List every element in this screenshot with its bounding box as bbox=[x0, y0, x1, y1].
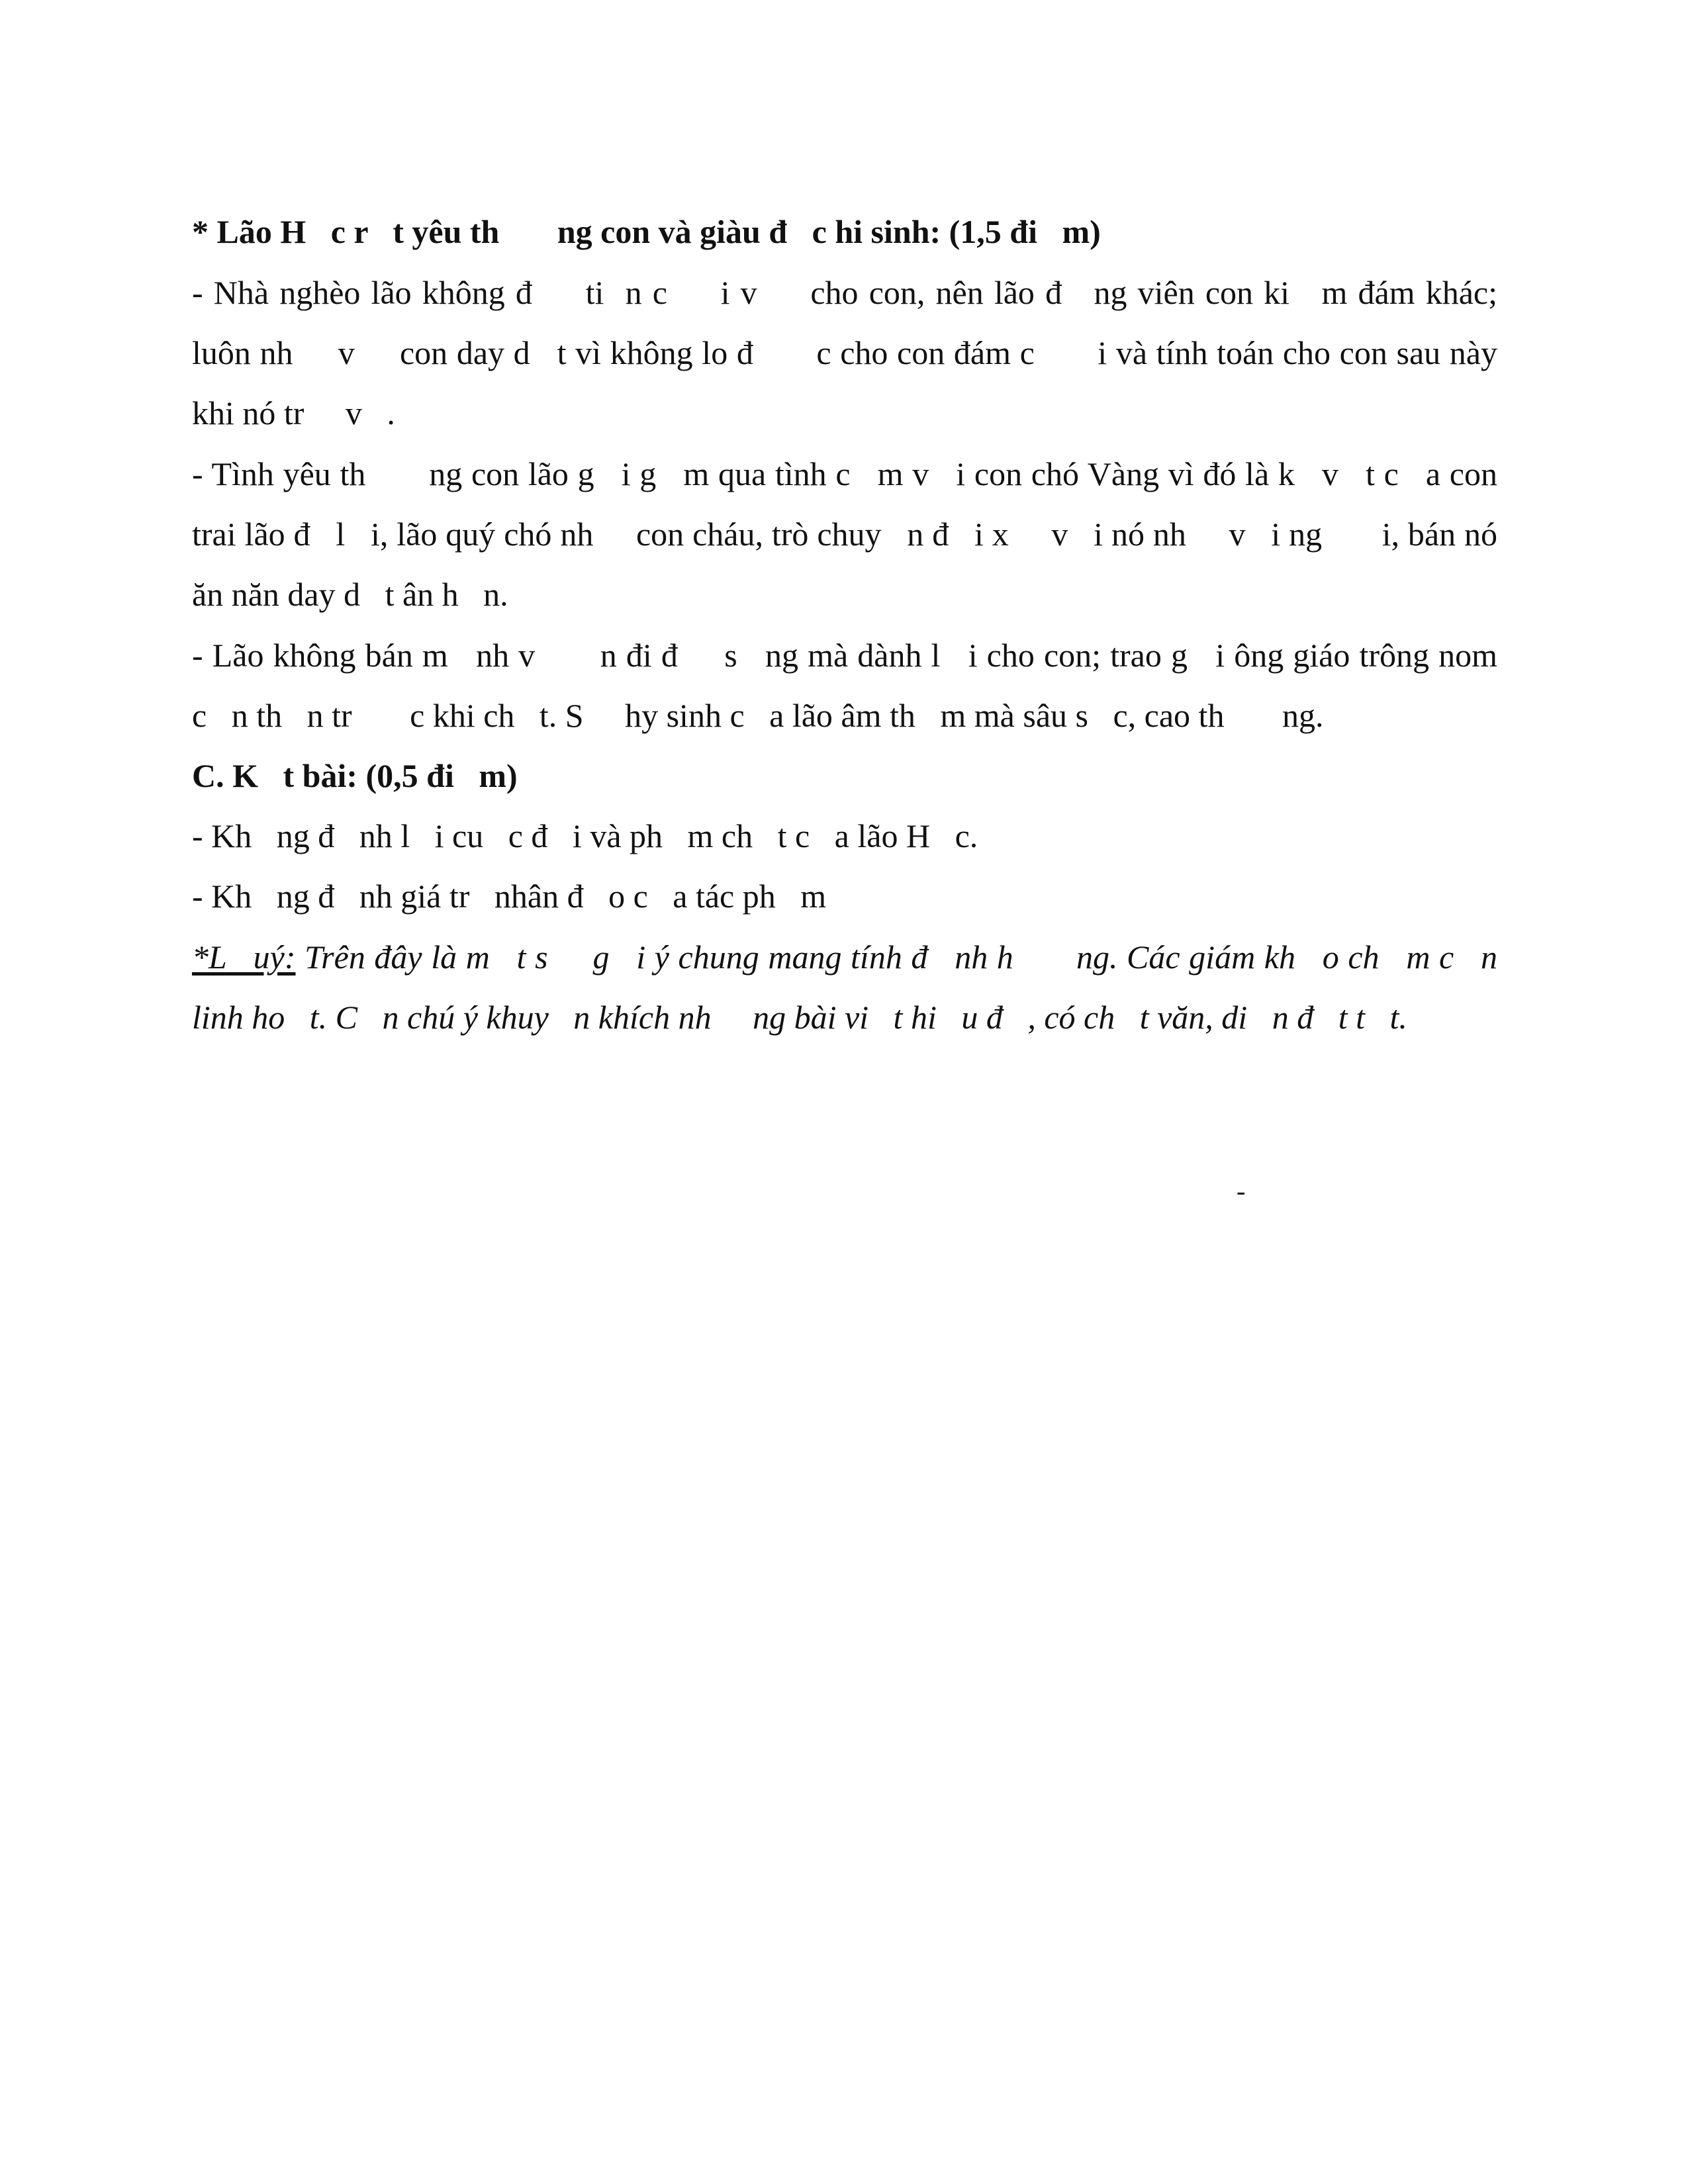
paragraph-1-line-3: khi nó tr v . bbox=[192, 394, 395, 432]
note-line-1 bbox=[192, 937, 1497, 977]
paragraph-3-line-2: c n th n tr c khi ch t. S hy sinh c a lão âm th m mà sâu s c, cao th ng. bbox=[192, 697, 1324, 734]
paragraph-2-line-2: trai lão đ l i, lão quý chó nh con cháu, trò chuy n đ i x v i nó nh v i ng i, bán nó bbox=[192, 516, 1497, 553]
paragraph-1-line-1: - Nhà nghèo lão không đ ti n c i v cho con, nên lão đ ng viên con ki m đám khác; bbox=[192, 274, 1497, 311]
paragraph-3-line-1: - Lão không bán m nh v n đi đ s ng mà dành l i cho con; trao g i ông giáo trông nom bbox=[192, 637, 1497, 674]
conclusion-item-2: - Kh ng đ nh giá tr nhân đ o c a tác ph m bbox=[192, 878, 827, 915]
note-line-2: linh ho t. C n chú ý khuy n khích nh ng bài vi t hi u đ , có ch t văn, di n đ t t t. bbox=[192, 999, 1407, 1036]
paragraph-1-line-2: luôn nh v con day d t vì không lo đ c cho con đám c i và tính toán cho con sau này bbox=[192, 334, 1497, 371]
heading-lao-hac-love-and-sacrifice: * Lão H c r t yêu th ng con và giàu đ c hi sinh: (1,5 đi m) bbox=[192, 213, 1101, 250]
paragraph-2-line-1: - Tình yêu th ng con lão g i g m qua tình c m v i con chó Vàng vì đó là k v t c a con bbox=[192, 455, 1497, 492]
paragraph-2-line-3: ăn năn day d t ân h n. bbox=[192, 576, 508, 613]
note-label: *L uý: bbox=[192, 938, 296, 976]
note-text-1: Trên đây là m t s g i ý chung mang tính đ nh h ng. Các giám kh o ch m c n bbox=[295, 938, 1497, 976]
heading-conclusion: C. K t bài: (0,5 đi m) bbox=[192, 757, 518, 794]
conclusion-item-1: - Kh ng đ nh l i cu c đ i và ph m ch t c a lão H c. bbox=[192, 817, 978, 854]
stray-dash-mark: - bbox=[1237, 1176, 1246, 1206]
